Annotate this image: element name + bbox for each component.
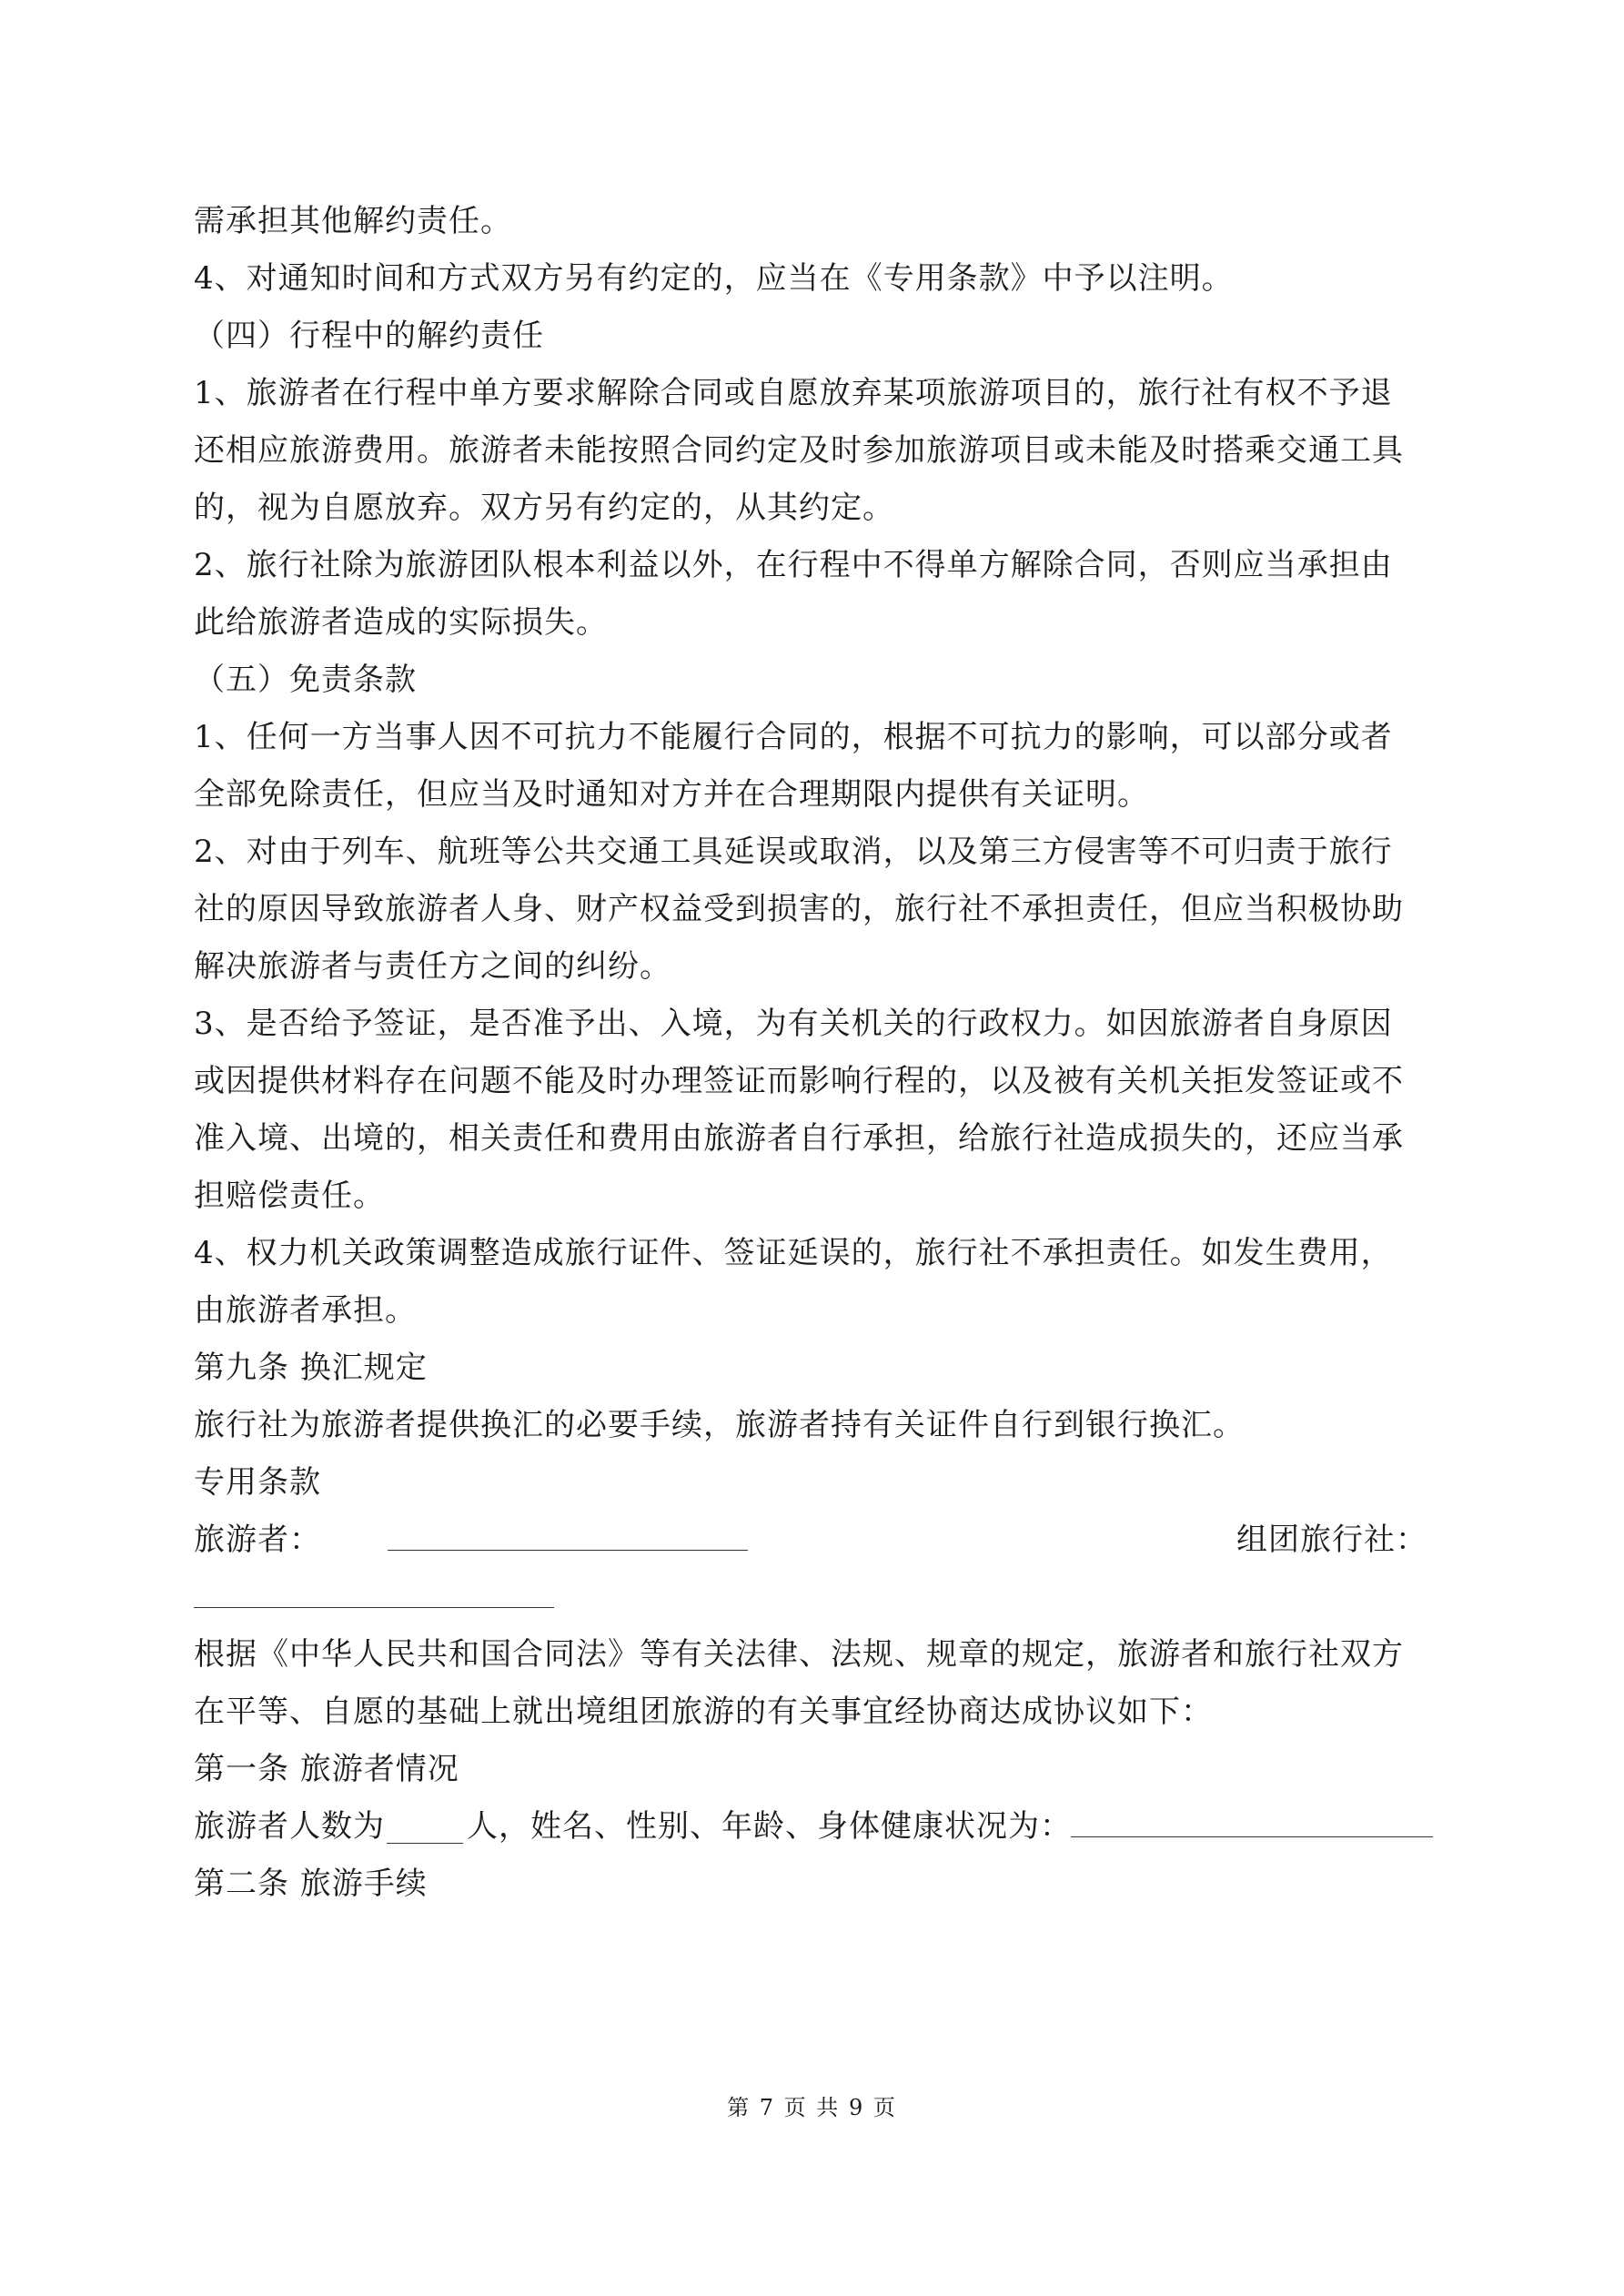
signature-row (194, 1512, 1433, 1569)
tourist-info-row (194, 1798, 1433, 1856)
paragraph-line: 根据《中华人民共和国合同法》等有关法律、法规、规章的规定，旅游者和旅行社双方 (194, 1636, 1404, 1673)
agency-label: 组团旅行社： (1236, 1522, 1427, 1558)
tourist-details-label: 人，姓名、性别、年龄、身体健康状况为： (467, 1808, 1072, 1845)
paragraph-line: 担赔偿责任。 (194, 1178, 385, 1214)
paragraph-line: 解决旅游者与责任方之间的纠纷。 (194, 948, 671, 985)
section-heading: （五）免责条款 (194, 662, 417, 698)
paragraph-line: 1、旅游者在行程中单方要求解除合同或自愿放弃某项旅游项目的，旅行社有权不予退 (194, 375, 1393, 411)
paragraph-line: 此给旅游者造成的实际损失。 (194, 604, 608, 641)
paragraph-line: 2、旅行社除为旅游团队根本利益以外，在行程中不得单方解除合同，否则应当承担由 (194, 547, 1393, 583)
paragraph-line: 旅行社为旅游者提供换汇的必要手续，旅游者持有关证件自行到银行换汇。 (194, 1407, 1245, 1443)
document-body (194, 193, 1433, 1913)
agency-signature-row (194, 1569, 1433, 1626)
paragraph-line: 全部免除责任，但应当及时通知对方并在合理期限内提供有关证明。 (194, 776, 1149, 813)
tourist-count-blank (387, 1843, 463, 1844)
paragraph-line: 或因提供材料存在问题不能及时办理签证而影响行程的，以及被有关机关拒发签证或不 (194, 1063, 1404, 1099)
paragraph-line: 4、权力机关政策调整造成旅行证件、签证延误的，旅行社不承担责任。如发生费用， (194, 1235, 1393, 1271)
page-footer: 第 7 页 共 9 页 (727, 2095, 897, 2120)
section-heading: 专用条款 (194, 1464, 321, 1501)
tourist-count-label: 旅游者人数为 (194, 1808, 385, 1845)
article-heading: 第一条 旅游者情况 (194, 1751, 459, 1787)
paragraph-line: 准入境、出境的，相关责任和费用由旅游者自行承担，给旅行社造成损失的，还应当承 (194, 1120, 1404, 1157)
section-heading: （四）行程中的解约责任 (194, 318, 544, 354)
paragraph-line: 需承担其他解约责任。 (194, 203, 512, 239)
paragraph-line: 2、对由于列车、航班等公共交通工具延误或取消，以及第三方侵害等不可归责于旅行 (194, 834, 1393, 870)
paragraph-line: 在平等、自愿的基础上就出境组团旅游的有关事宜经协商达成协议如下： (194, 1694, 1213, 1730)
tourist-label: 旅游者： (194, 1522, 321, 1558)
agency-signature-blank (194, 1607, 554, 1608)
tourist-signature-blank (388, 1550, 748, 1551)
paragraph-line: 1、任何一方当事人因不可抗力不能履行合同的，根据不可抗力的影响，可以部分或者 (194, 719, 1393, 755)
paragraph-line: 社的原因导致旅游者人身、财产权益受到损害的，旅行社不承担责任，但应当积极协助 (194, 891, 1404, 927)
tourist-details-blank (1071, 1836, 1433, 1837)
paragraph-line: 的，视为自愿放弃。双方另有约定的，从其约定。 (194, 490, 894, 526)
paragraph-line: 由旅游者承担。 (194, 1292, 417, 1329)
article-heading: 第二条 旅游手续 (194, 1866, 428, 1902)
paragraph-line: 还相应旅游费用。旅游者未能按照合同约定及时参加旅游项目或未能及时搭乘交通工具 (194, 432, 1404, 469)
paragraph-line: 4、对通知时间和方式双方另有约定的，应当在《专用条款》中予以注明。 (194, 260, 1234, 297)
paragraph-line: 3、是否给予签证，是否准予出、入境，为有关机关的行政权力。如因旅游者自身原因 (194, 1006, 1393, 1042)
article-heading: 第九条 换汇规定 (194, 1350, 428, 1386)
